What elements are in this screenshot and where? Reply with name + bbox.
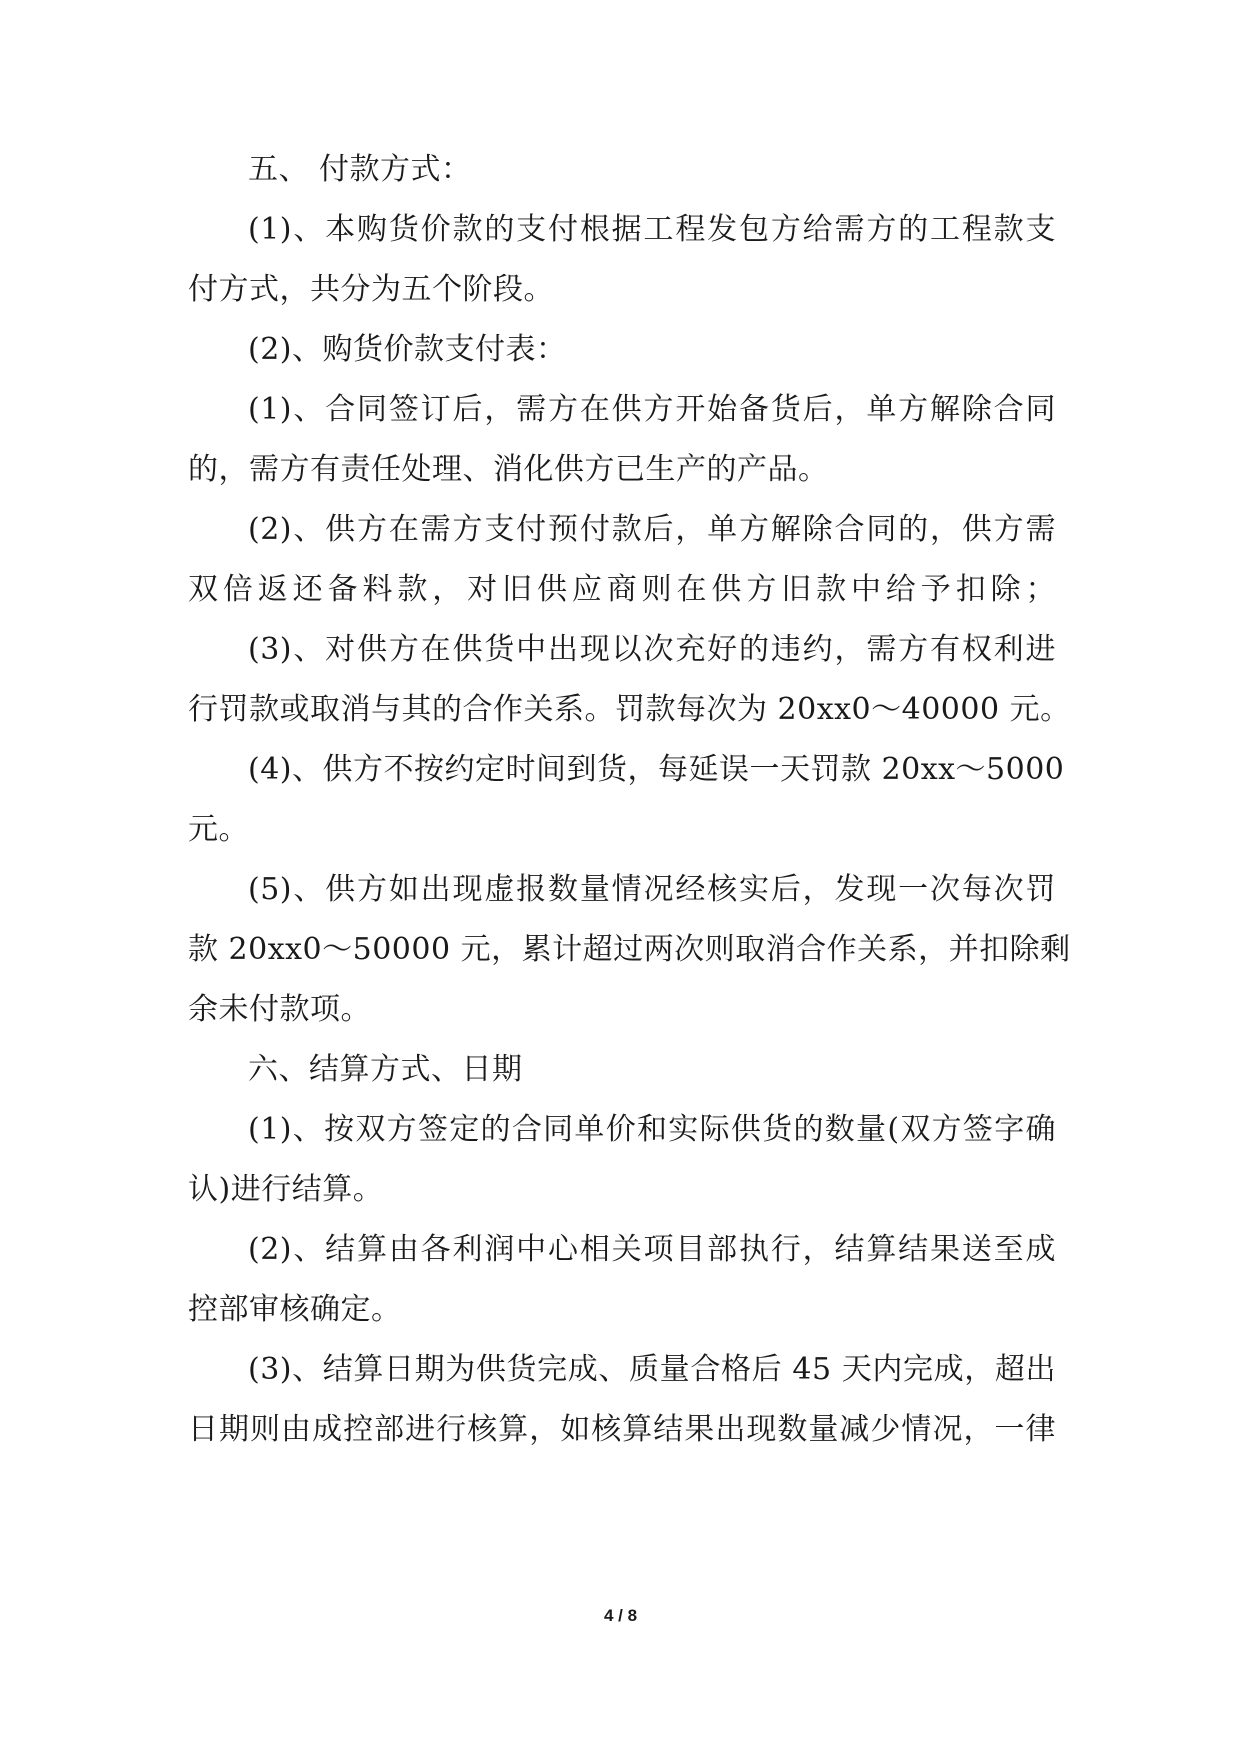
paragraph-line: (2)、结算由各利润中心相关项目部执行，结算结果送至成 — [248, 1232, 1056, 1267]
paragraph-line: (3)、对供方在供货中出现以次充好的违约，需方有权利进 — [248, 632, 1056, 667]
paragraph-line: (1)、按双方签定的合同单价和实际供货的数量(双方签字确 — [248, 1112, 1056, 1147]
paragraph-line: (3)、结算日期为供货完成、质量合格后 45 天内完成，超出 — [248, 1352, 1056, 1387]
paragraph-line: (1)、合同签订后，需方在供方开始备货后，单方解除合同 — [248, 392, 1056, 427]
paragraph-line: 的，需方有责任处理、消化供方已生产的产品。 — [188, 452, 829, 487]
section-heading-settlement: 六、结算方式、日期 — [248, 1052, 523, 1087]
section-heading-payment: 五、 付款方式： — [248, 152, 472, 187]
paragraph-line: 认)进行结算。 — [188, 1172, 384, 1207]
paragraph-line: (2)、购货价款支付表： — [248, 332, 567, 367]
paragraph-line: 元。 — [188, 812, 249, 847]
paragraph-line: (4)、供方不按约定时间到货，每延误一天罚款 20xx～5000 — [248, 752, 1065, 787]
paragraph-line: 付方式，共分为五个阶段。 — [188, 272, 554, 307]
paragraph-line: (5)、供方如出现虚报数量情况经核实后，发现一次每次罚 — [248, 872, 1056, 907]
page-number: 4 / 8 — [603, 1606, 638, 1625]
paragraph-line: 行罚款或取消与其的合作关系。罚款每次为 20xx0～40000 元。 — [188, 692, 1071, 727]
paragraph-line: 款 20xx0～50000 元，累计超过两次则取消合作关系，并扣除剩 — [188, 932, 1071, 967]
paragraph-line: 双倍返还备料款，对旧供应商则在供方旧款中给予扣除； — [188, 572, 1056, 607]
paragraph-line: 控部审核确定。 — [188, 1292, 402, 1327]
paragraph-line: 余未付款项。 — [188, 992, 371, 1027]
paragraph-line: 日期则由成控部进行核算，如核算结果出现数量减少情况，一律 — [188, 1412, 1056, 1447]
paragraph-line: (1)、本购货价款的支付根据工程发包方给需方的工程款支 — [248, 212, 1056, 247]
paragraph-line: (2)、供方在需方支付预付款后，单方解除合同的，供方需 — [248, 512, 1056, 547]
